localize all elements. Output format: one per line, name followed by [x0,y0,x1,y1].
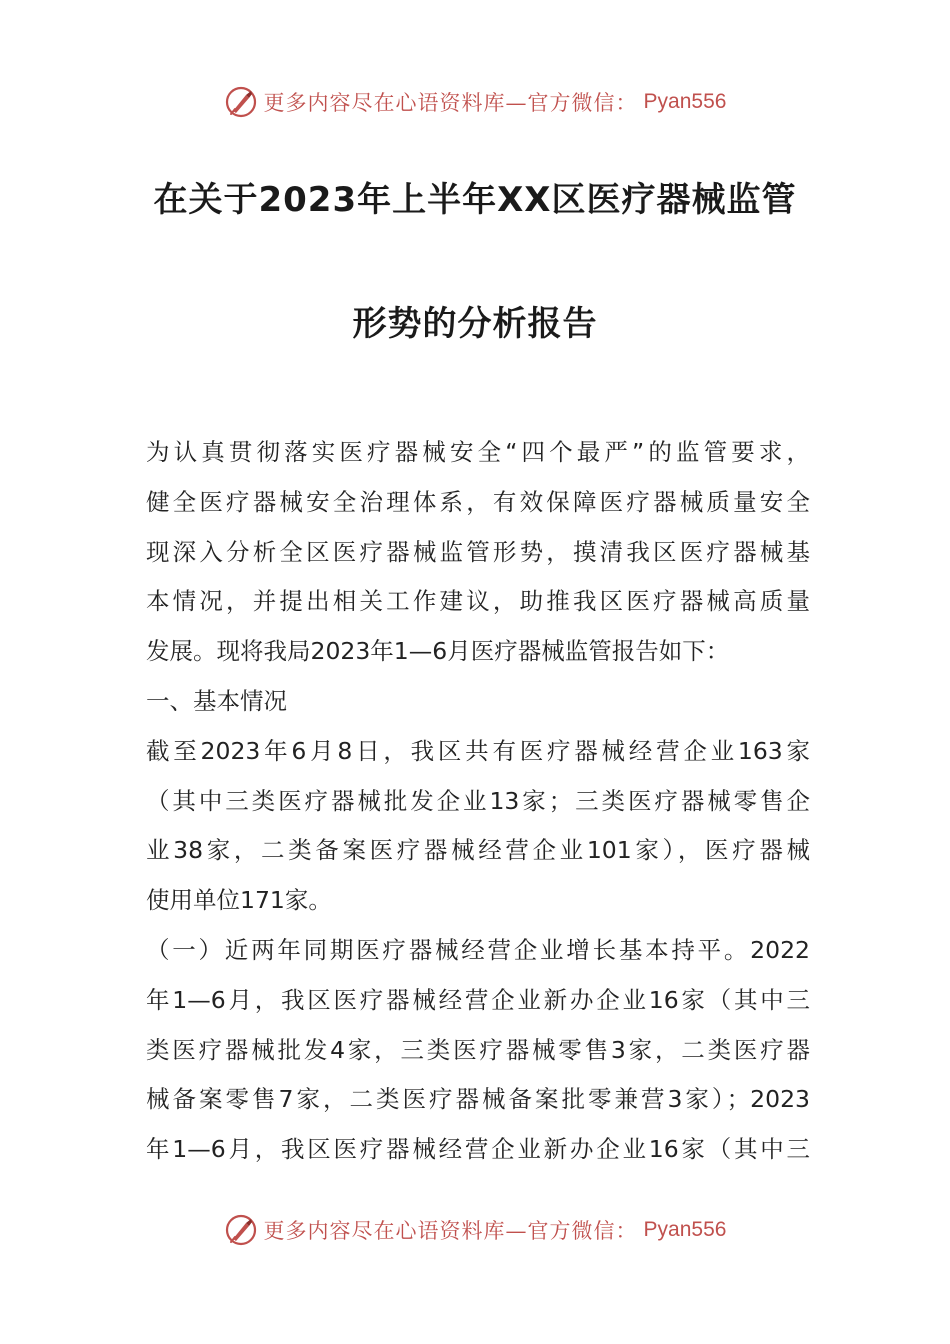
document-title-line-1: 在关于2023年上半年XX区医疗器械监管 [153,180,797,220]
body-line: （一）近两年同期医疗器械经营企业增长基本持平。2022 [146,935,810,964]
watermark-wechat-id: Pyan556 [643,90,727,113]
watermark-text: 更多内容尽在心语资料库—官方微信： [263,91,638,115]
document-title-line-2: 形势的分析报告 [352,304,598,344]
quill-pen-logo-icon [224,1213,258,1247]
body-line: 发展。现将我局2023年1—6月医疗器械监管报告如下： [146,637,730,666]
section-heading: 一、基本情况 [146,686,287,715]
body-line: 类医疗器械批发4家，三类医疗器械零售3家，二类医疗器 [146,1035,810,1064]
watermark-wechat-id: Pyan556 [643,1218,727,1241]
body-line: 截至2023年6月8日，我区共有医疗器械经营企业163家 [146,736,810,765]
watermark-banner-bottom [0,1208,950,1252]
body-line: 为认真贯彻落实医疗器械安全“四个最严”的监管要求， [146,438,810,466]
body-line: 本情况，并提出相关工作建议，助推我区医疗器械高质量 [146,587,810,616]
quill-pen-logo-icon [224,85,258,119]
body-line: 械备案零售7家，二类医疗器械备案批零兼营3家）；2023 [146,1085,810,1114]
document-body [146,428,810,1175]
watermark-text: 更多内容尽在心语资料库—官方微信： [263,1219,638,1243]
body-line: 年1—6月，我区医疗器械经营企业新办企业16家（其中三 [146,985,810,1014]
body-line: 现深入分析全区医疗器械监管形势，摸清我区医疗器械基 [146,537,810,566]
body-line: 健全医疗器械安全治理体系，有效保障医疗器械质量安全 [146,487,810,516]
body-line: 使用单位171家。 [146,886,332,915]
body-line: 年1—6月，我区医疗器械经营企业新办企业16家（其中三 [146,1135,810,1164]
watermark-banner-top [0,80,950,124]
body-line: （其中三类医疗器械批发企业13家；三类医疗器械零售企 [146,786,810,815]
body-line: 业38家，二类备案医疗器械经营企业101家），医疗器械 [146,836,810,865]
